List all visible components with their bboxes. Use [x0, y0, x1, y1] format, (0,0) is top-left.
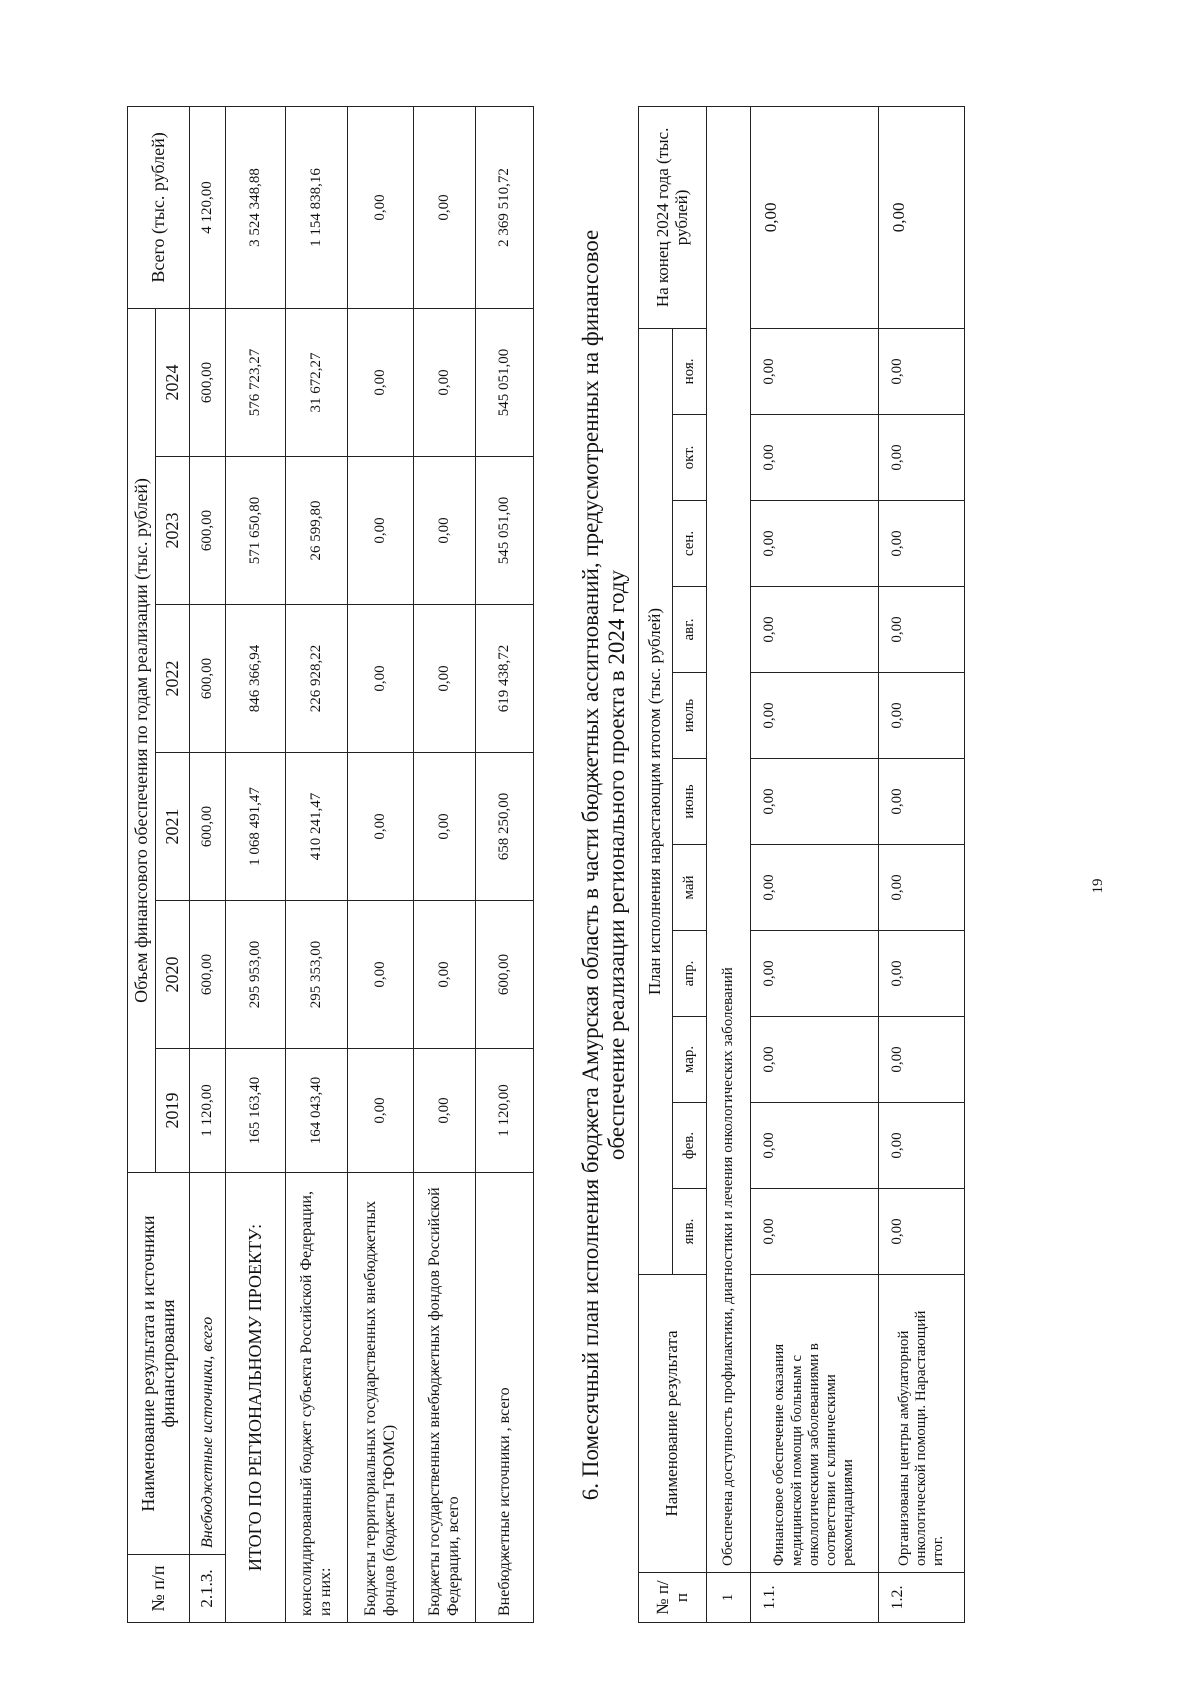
cell-value: 0,00: [879, 845, 965, 931]
table-row: [413, 106, 475, 1622]
cell-value: 0,00: [413, 901, 475, 1049]
cell-value: 0,00: [879, 501, 965, 587]
table-row: [751, 106, 879, 1622]
table-row: [225, 106, 285, 1622]
cell-value: 0,00: [347, 1049, 413, 1173]
cell-value: 0,00: [413, 605, 475, 753]
cell-value: 619 438,72: [475, 605, 533, 753]
cell-value: 600,00: [189, 901, 225, 1049]
header-month: окт.: [673, 415, 707, 501]
cell-total: 0,00: [751, 106, 879, 328]
cell-value: 545 051,00: [475, 308, 533, 456]
table-row: [189, 106, 225, 1622]
cell-total: 0,00: [347, 106, 413, 308]
header-month: июль: [673, 673, 707, 759]
cell-value: 31 672,27: [285, 308, 347, 456]
cell-value: 0,00: [751, 931, 879, 1017]
header-month: авг.: [673, 587, 707, 673]
header-total: Всего (тыс. рублей): [128, 106, 190, 308]
cell-value: 600,00: [475, 901, 533, 1049]
cell-value: 1 068 491,47: [225, 753, 285, 901]
header-month: апр.: [673, 931, 707, 1017]
cell-value: 410 241,47: [285, 753, 347, 901]
cell-value: 0,00: [879, 1017, 965, 1103]
cell-value: 1 120,00: [475, 1049, 533, 1173]
table-row: [879, 106, 965, 1622]
header-plan: План исполнения нарастающим итогом (тыс. рублей): [639, 328, 673, 1274]
cell-value: 1 120,00: [189, 1049, 225, 1173]
table-row: [347, 106, 413, 1622]
header-name: Наименование результата и источники финансирования: [128, 1173, 190, 1555]
cell-value: 545 051,00: [475, 457, 533, 605]
cell-value: 0,00: [751, 415, 879, 501]
row-num: 1.2.: [879, 1573, 965, 1623]
cell-value: 0,00: [751, 1189, 879, 1275]
monthly-plan-table: [638, 106, 965, 1623]
cell-value: 658 250,00: [475, 753, 533, 901]
header-year: 2020: [155, 901, 189, 1049]
cell-value: 0,00: [751, 759, 879, 845]
row-name: Бюджеты территориальных государственных внебюджетных фондов (бюджеты ТФОМС): [347, 1173, 413, 1623]
cell-value: 0,00: [879, 415, 965, 501]
cell-value: 0,00: [879, 759, 965, 845]
cell-value: 0,00: [413, 753, 475, 901]
cell-value: 0,00: [879, 1189, 965, 1275]
cell-value: 164 043,40: [285, 1049, 347, 1173]
cell-total: 1 154 838,16: [285, 106, 347, 308]
row-name: Бюджеты государственных внебюджетных фондов Российской Федерации, всего: [413, 1173, 475, 1623]
cell-value: 600,00: [189, 753, 225, 901]
group-num: 1: [707, 1573, 751, 1623]
header-year: 2022: [155, 605, 189, 753]
cell-value: 295 953,00: [225, 901, 285, 1049]
cell-value: 0,00: [751, 1017, 879, 1103]
cell-total: 4 120,00: [189, 106, 225, 308]
section-title-line: обеспечение реализации регионального проекта в 2024 году: [603, 569, 629, 1161]
header-num: № п/п: [128, 1555, 190, 1623]
cell-value: 0,00: [347, 753, 413, 901]
cell-value: 0,00: [751, 501, 879, 587]
cell-value: 0,00: [413, 1049, 475, 1173]
header-end-of-year: На конец 2024 года (тыс. рублей): [639, 106, 707, 328]
cell-value: 576 723,27: [225, 308, 285, 456]
header-month: янв.: [673, 1189, 707, 1275]
cell-value: 0,00: [751, 673, 879, 759]
header-month: сен.: [673, 501, 707, 587]
header-year: 2021: [155, 753, 189, 901]
row-name: Финансовое обеспечение оказания медицинской помощи больным с онкологическими заболеваниями в соответствии с клиническими рекомендациями: [751, 1275, 879, 1573]
header-year: 2019: [155, 1049, 189, 1173]
table-group-row: [707, 106, 751, 1622]
cell-value: 0,00: [751, 328, 879, 414]
cell-value: 600,00: [189, 457, 225, 605]
header-year: 2023: [155, 457, 189, 605]
header-month: ноя.: [673, 328, 707, 414]
row-name: Внебюджетные источники , всего: [475, 1173, 533, 1623]
cell-value: 600,00: [189, 308, 225, 456]
cell-total: 0,00: [413, 106, 475, 308]
header-name: Наименование результата: [639, 1275, 707, 1573]
cell-value: 0,00: [751, 845, 879, 931]
cell-value: 0,00: [751, 587, 879, 673]
header-volume: Объем финансового обеспечения по годам реализации (тыс. рублей): [128, 308, 156, 1172]
header-month: июнь: [673, 759, 707, 845]
cell-value: 26 599,80: [285, 457, 347, 605]
financing-by-year-table: [127, 106, 534, 1623]
cell-value: 0,00: [879, 328, 965, 414]
section-title: [578, 107, 630, 1623]
cell-value: 295 353,00: [285, 901, 347, 1049]
row-name: консолидированный бюджет субъекта Российской Федерации, из них:: [285, 1173, 347, 1623]
cell-total: 0,00: [879, 106, 965, 328]
header-year: 2024: [155, 308, 189, 456]
cell-value: 0,00: [347, 457, 413, 605]
cell-value: 0,00: [347, 901, 413, 1049]
header-num: № п/п: [639, 1573, 707, 1623]
cell-value: 0,00: [347, 308, 413, 456]
cell-value: 600,00: [189, 605, 225, 753]
cell-total: 2 369 510,72: [475, 106, 533, 308]
cell-value: 846 366,94: [225, 605, 285, 753]
cell-value: 0,00: [879, 931, 965, 1017]
page-number: 19: [1090, 878, 1106, 894]
cell-value: 0,00: [413, 308, 475, 456]
row-name: Внебюджетные источники, всего: [189, 1173, 225, 1555]
group-name: Обеспечена доступность профилактики, диагностики и лечения онкологических заболеваний: [707, 106, 751, 1572]
cell-value: 0,00: [879, 587, 965, 673]
cell-value: 165 163,40: [225, 1049, 285, 1173]
section-title-line: 6. Помесячный план исполнения бюджета Амурская область в части бюджетных ассигнований, предусмотренных на финансовое: [578, 229, 603, 1501]
cell-value: 0,00: [879, 673, 965, 759]
header-month: май: [673, 845, 707, 931]
row-name: ИТОГО ПО РЕГИОНАЛЬНОМУ ПРОЕКТУ:: [225, 1173, 285, 1623]
cell-value: 0,00: [879, 1103, 965, 1189]
cell-value: 226 928,22: [285, 605, 347, 753]
cell-value: 0,00: [413, 457, 475, 605]
table-row: [475, 106, 533, 1622]
header-month: фев.: [673, 1103, 707, 1189]
cell-value: 571 650,80: [225, 457, 285, 605]
row-num: 1.1.: [751, 1573, 879, 1623]
row-num: 2.1.3.: [189, 1555, 225, 1623]
header-month: мар.: [673, 1017, 707, 1103]
table-row: [285, 106, 347, 1622]
cell-value: 0,00: [347, 605, 413, 753]
cell-value: 0,00: [751, 1103, 879, 1189]
row-name: Организованы центры амбулаторной онкологической помощи. Нарастающий итог.: [879, 1275, 965, 1573]
cell-total: 3 524 348,88: [225, 106, 285, 308]
